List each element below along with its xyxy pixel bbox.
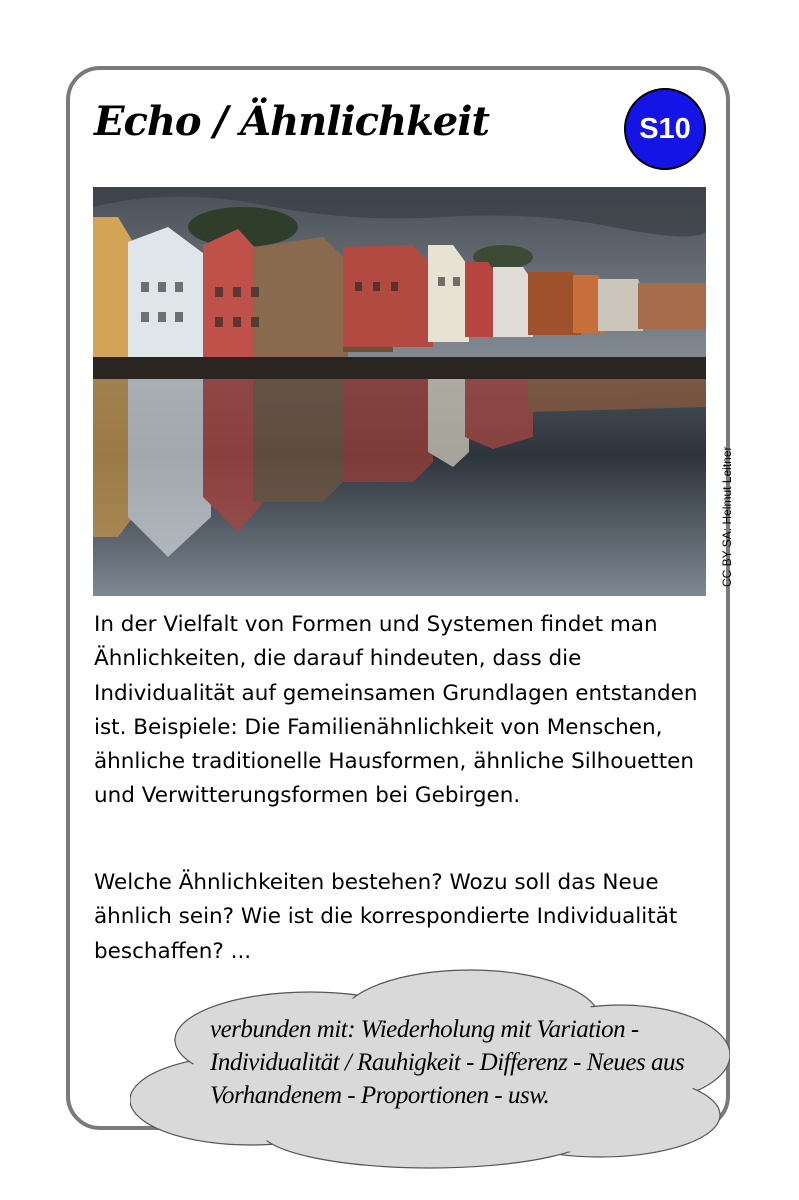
harbor-photo-illustration: [93, 187, 706, 596]
description-paragraph: In der Vielfalt von Formen und Systemen findet man Ähnlichkeiten, die darauf hindeuten, dass die Individualität auf gemeinsamen Grundlagen entstanden ist. Beispiele: Die Familienähnlichkeit von Menschen, ähnliche traditionelle Hausformen, ähnliche Silhouetten und Verwitterungsformen bei Gebirgen.: [94, 612, 698, 809]
card-title: Echo / Ähnlichkeit: [94, 98, 489, 145]
related-topics-text: verbunden mit: Wiederholung mit Variation - Individualität / Rauhigkeit - Differenz - Neues aus Vorhandenem - Proportionen - usw.: [210, 1016, 685, 1109]
harbor-photo: [93, 187, 706, 596]
card-badge: [624, 88, 706, 170]
badge-label: S10: [639, 112, 691, 145]
photo-credit: CC BY SA: Helmut Leitner: [720, 446, 734, 587]
question-paragraph: Welche Ähnlichkeiten bestehen? Wozu soll das Neue ähnlich sein? Wie ist die korrespondierte Individualität beschaffen? ...: [94, 870, 678, 964]
